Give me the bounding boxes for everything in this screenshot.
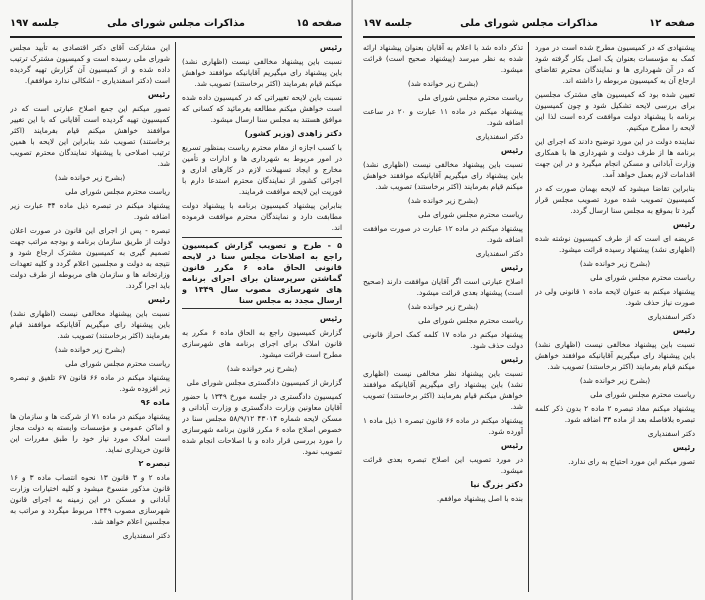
paragraph: بنده با اصل پیشنهاد موافقم. [436, 494, 523, 503]
column-divider [175, 42, 176, 592]
paragraph: دکتر اسفندیاری [475, 249, 523, 258]
paragraph: عریضه ای است که از طرف کمیسیون نوشته شده (اظهاری نشد) پیشنهاد رسیده قرائت میشود. [535, 234, 695, 254]
page-number: صفحه ۱۲ [649, 18, 695, 29]
speaker-name: رئیس [147, 90, 170, 99]
left-page-header [10, 10, 342, 38]
paragraph: تصور میکنم این مورد احتیاج به رای ندارد. [568, 457, 695, 466]
reading-note: (بشرح زیر خوانده شد) [407, 196, 479, 205]
paragraph: با کسب اجازه از مقام محترم ریاست بمنظور تسریع در امور مربوط به شهرداری ها و ادارات و تأمین مخارج و ایجاد تسهیلات لازم در کارهای اداری و اجرائی کشور از نمایندگان محترم استدعا دارم با فوریت این لایحه موافقت فرمایند. [182, 143, 342, 196]
paragraph: نسبت باین پیشنهاد مخالفی نیست (اظهاری نشد) باین پیشنهاد رای میگیریم آقایانیکه موافقند قیام بفرمایند (اکثر برخاستند) تصویب شد. [10, 309, 170, 340]
paragraph: تعیین شده بود که کمیسیون های مشترک مجلسین برای بررسی لایحه تشکیل شود و چون کمیسیون برنامه با پیشنهاد دولت موافقت کرده است لذا این لایحه را مطرح میکنیم. [535, 90, 695, 132]
paragraph: دکتر اسفندیاری [647, 312, 695, 321]
reading-note: (بشرح زیر خوانده شد) [579, 259, 651, 268]
right-page-header [363, 10, 695, 38]
reading-note: (بشرح زیر خوانده شد) [54, 345, 126, 354]
running-title: مذاکرات مجلس شورای ملی [460, 18, 598, 29]
speaker-name: دکتر زاهدی (وزیر کشور) [244, 129, 342, 138]
reading-note: (بشرح زیر خوانده شد) [407, 79, 479, 88]
reading-note: (بشرح زیر خوانده شد) [407, 302, 479, 311]
speaker-name: رئیس [319, 314, 342, 323]
agenda-item-heading: ۵ - طرح و تصویب گزارش کمیسیون راجع به اصلاحات مجلس سنا در لایحه قانونی الحاق ماده ۶ مکرر قانون گماشتن سرپرستان برای اجرای برنامه های شهرسازی مصوب سال ۱۳۴۹ و ارسال مجدد به مجلس سنا [182, 237, 342, 309]
paragraph: نسبت باین پیشنهاد مخالفی نیست (اظهاری نشد) باین پیشنهاد رای میگیریم آقایانیکه موافقند خواهش میکنم قیام بفرمایند (اکثر برخاستند) تصویب شد. [363, 160, 523, 191]
paragraph: گزارش کمیسیون راجع به الحاق ماده ۶ مکرر به قانون املاک برای اجرای برنامه های شهرسازی مطرح است قرائت میشود. [182, 328, 342, 359]
paragraph: نسبت باین پیشنهاد نظر مخالفی نیست (اظهاری نشد) باین پیشنهاد رای میگیریم آقایانیکه موافقند خواهش میکنم قیام بفرمایند (اکثر برخاستند) تصویب شد. [363, 369, 523, 411]
reading-note: (بشرح زیر خوانده شد) [226, 364, 298, 373]
paragraph: در مورد تصویب این اصلاح تبصره بعدی قرائت میشود. [363, 455, 523, 475]
right-page-columns [363, 42, 695, 592]
speaker-name: رئیس [500, 146, 523, 155]
paragraph: گزارش از کمیسیون دادگستری مجلس شورای ملی [186, 378, 342, 387]
paragraph: نسبت باین پیشنهاد مخالفی نیست (اظهاری نشد) باین پیشنهاد رای میگیریم آقایانیکه موافقند خواهش میکنم قیام بفرمایند (اکثر برخاستند) تصویب شد. [182, 57, 342, 88]
reading-note: (بشرح زیر خوانده شد) [579, 376, 651, 385]
speaker-name: رئیس [500, 441, 523, 450]
paragraph: ریاست محترم مجلس شورای ملی [65, 187, 170, 196]
right-page-right-column [535, 42, 695, 592]
speaker-name: ماده ۹۶ [140, 398, 170, 407]
left-page [0, 0, 352, 600]
paragraph: ماده ۲ و ۳ قانون ۱۳ نحوه انتصاب ماده ۳ و ۱۶ قانون مذکور منسوخ میشود و کلیه اختیارات وزارت آبادانی و مسکن در این زمینه به اجرای قانون شهرسازی مصوب ۱۳۴۹ مربوط میگردد و مراتب به مجلسین اعلام خواهد شد. [10, 473, 170, 526]
left-page-left-column [10, 42, 170, 592]
speaker-name: رئیس [672, 443, 695, 452]
session-number: جلسه ۱۹۷ [363, 18, 413, 29]
speaker-name: رئیس [319, 43, 342, 52]
speaker-name: تبصره ۲ [138, 459, 170, 468]
running-title: مذاکرات مجلس شورای ملی [107, 18, 245, 29]
paragraph: پیشنهاد میکنم در ماده ۶۶ قانون ۶۷ تلفیق و تبصره زیر افزوده شود. [10, 373, 170, 393]
paragraph: ریاست محترم مجلس شورای ملی [590, 273, 695, 282]
paragraph: پیشنهاد میکنم در ماده ۱۷ کلمه کمک احراز قانونی دولت حذف شود. [363, 330, 523, 350]
paragraph: اصلاح عبارتی است اگر آقایان موافقت دارند (صحیح است) پیشنهاد بعدی قرائت میشود. [363, 277, 523, 297]
paragraph: ریاست محترم مجلس شورای ملی [590, 390, 695, 399]
paragraph: بنابراین تقاضا میشود که لایحه بهمان صورت که در کمیسیون تصویب شده مورد تصویب مجلس قرار گیرد تا بموقع به مجلس سنا ارسال گردد. [535, 184, 695, 215]
paragraph: نماینده دولت در این مورد توضیح دادند که اجرای این برنامه ها از طرف دولت و شهرداری ها با همکاری وزارت آبادانی و مسکن انجام میگیرد و در این جهت اقدامات لازم بعمل خواهد آمد. [535, 137, 695, 179]
speaker-name: دکتر بزرگ نیا [470, 480, 523, 489]
paragraph: ریاست محترم مجلس شورای ملی [418, 93, 523, 102]
paragraph: نسبت باین لایحه تغییراتی که در کمیسیون داده شده است خواهش میکنم مطالعه بفرمائید که کسانی که موافق هستند به مجلس سنا ارسال میشود. [182, 93, 342, 124]
speaker-name: رئیس [672, 326, 695, 335]
paragraph: پیشنهاد میکنم در ماده ۷۱ از شرکت ها و سازمان ها و اماکن عمومی و مؤسسات وابسته به دولت مجاز است املاک مورد نیاز خود را طبق مقررات این قانون خریداری نماید. [10, 412, 170, 454]
left-page-right-column [182, 42, 342, 592]
speaker-name: رئیس [672, 220, 695, 229]
paragraph: دکتر اسفندیاری [122, 531, 170, 540]
paragraph: ریاست محترم مجلس شورای ملی [418, 210, 523, 219]
speaker-name: رئیس [500, 355, 523, 364]
left-page-columns [10, 42, 342, 592]
paragraph: پیشنهاد میکنم در ماده ۶۶ قانون تبصره ۱ ذیل ماده ۱ آورده شود. [363, 416, 523, 436]
paragraph: پیشنهاد میکنم در ماده ۱۲ عبارت در صورت موافقت اضافه شود. [363, 224, 523, 244]
paragraph: پیشنهاد میکنم در ماده ۱۱ عبارت و ۲۰ در ساعت اضافه شود. [363, 107, 523, 127]
reading-note: (بشرح زیر خوانده شد) [54, 173, 126, 182]
paragraph: ریاست محترم مجلس شورای ملی [418, 316, 523, 325]
paragraph: پیشنهاد میکنم در تبصره ذیل ماده ۳۴ عبارت زیر اضافه شود. [10, 201, 170, 221]
right-page [353, 0, 705, 600]
page-number: صفحه ۱۵ [296, 18, 342, 29]
session-number: جلسه ۱۹۷ [10, 18, 60, 29]
paragraph: ریاست محترم مجلس شورای ملی [65, 359, 170, 368]
column-divider [528, 42, 529, 592]
paragraph: تصور میکنم این جمع اصلاح عبارتی است که در کمیسیون تهیه گردیده است آقایانی که با این تغییر موافقند خواهش میکنم قیام بفرمایند (اکثر برخاستند) تصویب شد بنابراین این لایحه با همین ترتیب اصلاحی با پیشنهاد نمایندگان محترم تصویب شد. [10, 104, 170, 168]
paragraph: نسبت باین پیشنهاد مخالفی نیست (اظهاری نشد) باین پیشنهاد رای میگیریم آقایانیکه موافقند خواهش میکنم قیام بفرمایند (اکثر برخاستند) تصویب شد. [535, 340, 695, 371]
speaker-name: رئیس [500, 263, 523, 272]
paragraph: پیشنهادی که در کمیسیون مطرح شده است در مورد کمک به مؤسسات بعنوان یک اصل بکار گرفته شود که در آن شهرداری ها و نمایندگان محترم تقاضای ارجاع آن به کمیسیون مربوطه را داشته اند. [535, 43, 695, 85]
paragraph: بنابراین پیشنهاد کمیسیون برنامه با پیشنهاد دولت مطابقت دارد و نمایندگان محترم موافقت فرموده اند. [182, 201, 342, 232]
paragraph: این مشارکت آقای دکتر اقتصادی به تأیید مجلس شورای ملی رسیده است و کمیسیون مشترک ترتیب داده شده و از کمیسیون آن گزارش تهیه گردیده است (دکتر اسفندیاری - اشکالی ندارد موافقم). [10, 43, 170, 85]
paragraph: پیشنهاد میکنم به عنوان لایحه ماده ۱ قانونی ولی در صورت نیاز حذف شود. [535, 287, 695, 307]
paragraph: پیشنهاد میکنم مفاد تبصره ۲ ماده ۲ بدون ذکر کلمه تبصره بلافاصله بعد از ماده ۳۳ اضافه شود. [535, 404, 695, 424]
right-page-left-column [363, 42, 523, 592]
paragraph: دکتر اسفندیاری [647, 429, 695, 438]
paragraph: تبصره - پس از اجرای این قانون در صورت اعلان دولت از طریق سازمان برنامه و بودجه مراتب جهت تصمیم گیری به کمیسیون مشترک ارجاع شود و نتیجه به دولت و مجلسین اعلام گردد و کلیه تعهدات وزارتخانه ها و سازمان های مربوطه از طرف دولت باید اجرا گردد. [10, 226, 170, 290]
paragraph: تذکر داده شد با اعلام به آقایان بعنوان پیشنهاد ارائه شده به نظر میرسد (پیشنهاد صحیح است) قرائت میشود. [363, 43, 523, 74]
paragraph: دکتر اسفندیاری [475, 132, 523, 141]
paragraph: کمیسیون دادگستری در جلسه مورخ ۱۳۴۹ با حضور آقایان معاونین وزارت دادگستری و وزارت آبادانی و مسکن لایحه شماره ۴۳۰۱۴ ۵۸/۹/۱۲ مجلس سنا در خصوص اصلاح ماده ۶ مکرر قانون برنامه شهرسازی را مورد بررسی قرار داده و با اصلاحات انجام شده تصویب نمود. [182, 392, 342, 456]
speaker-name: رئیس [147, 295, 170, 304]
